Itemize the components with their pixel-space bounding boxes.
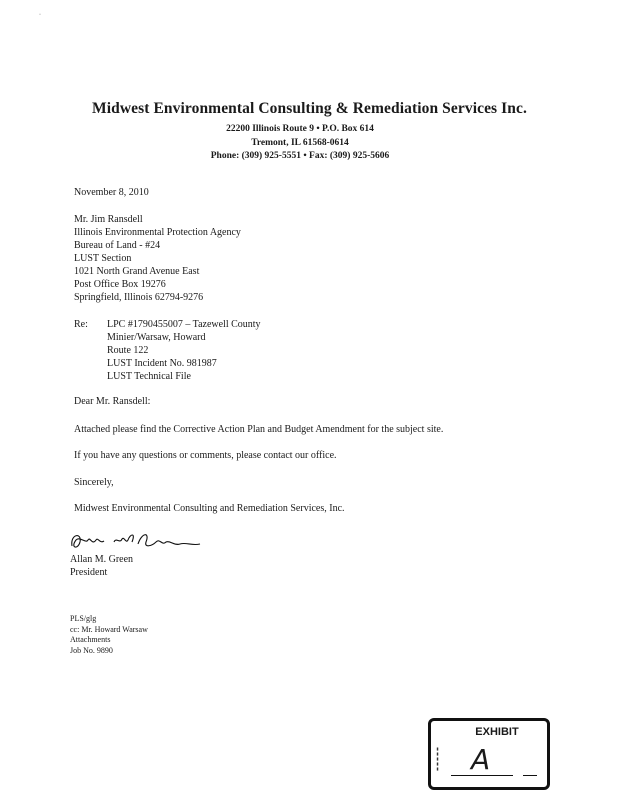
re-line: LUST Incident No. 981987 bbox=[107, 358, 217, 369]
signer-title: President bbox=[70, 567, 108, 578]
closing: Sincerely, bbox=[74, 477, 114, 488]
footer-initials: PLS/glg bbox=[70, 614, 97, 623]
letter-footer bbox=[70, 614, 148, 656]
recipient-address bbox=[74, 213, 241, 304]
salutation: Dear Mr. Ransdell: bbox=[74, 396, 151, 407]
recipient-line: Bureau of Land - #24 bbox=[74, 240, 161, 251]
footer-job-number: Job No. 9890 bbox=[70, 645, 113, 655]
company-phone-fax: Phone: (309) 925-5551 • Fax: (309) 925-5606 bbox=[210, 151, 390, 161]
re-label: Re: bbox=[74, 319, 88, 330]
body-paragraph-2: If you have any questions or comments, please contact our office. bbox=[74, 450, 337, 461]
recipient-line: Illinois Environmental Protection Agency bbox=[74, 227, 241, 238]
company-address-line2: Tremont, IL 61568-0614 bbox=[251, 138, 349, 148]
footer-attachments: Attachments bbox=[70, 635, 111, 644]
recipient-line: 1021 North Grand Avenue East bbox=[74, 266, 200, 277]
signer-block bbox=[70, 553, 133, 579]
exhibit-stamp bbox=[428, 718, 550, 790]
handwritten-signature bbox=[66, 528, 206, 556]
scan-mark: · bbox=[39, 12, 41, 18]
re-subject bbox=[107, 318, 261, 383]
letter-date: November 8, 2010 bbox=[74, 187, 149, 198]
recipient-line: Post Office Box 19276 bbox=[74, 279, 166, 290]
exhibit-underline-short bbox=[523, 775, 537, 776]
recipient-line: LUST Section bbox=[74, 253, 132, 264]
exhibit-value: A bbox=[471, 743, 491, 776]
footer-cc: cc: Mr. Howard Warsaw bbox=[70, 624, 148, 634]
stamp-vendor-mark: ▮▮▮▮▮ bbox=[435, 747, 440, 772]
re-line: Route 122 bbox=[107, 345, 149, 356]
body-paragraph-1: Attached please find the Corrective Action Plan and Budget Amendment for the subject site. bbox=[74, 424, 444, 435]
re-line: LPC #1790455007 – Tazewell County bbox=[107, 319, 261, 330]
exhibit-underline bbox=[451, 775, 513, 776]
recipient-line: Mr. Jim Ransdell bbox=[74, 214, 143, 225]
signature-company: Midwest Environmental Consulting and Remediation Services, Inc. bbox=[74, 503, 345, 514]
company-name: Midwest Environmental Consulting & Remediation Services Inc. bbox=[92, 100, 527, 117]
signer-name: Allan M. Green bbox=[70, 554, 134, 565]
recipient-line: Springfield, Illinois 62794-9276 bbox=[74, 292, 204, 303]
exhibit-label: EXHIBIT bbox=[475, 726, 519, 738]
re-line: Minier/Warsaw, Howard bbox=[107, 332, 206, 343]
company-address-line1: 22200 Illinois Route 9 • P.O. Box 614 bbox=[226, 124, 374, 134]
re-line: LUST Technical File bbox=[107, 371, 191, 382]
